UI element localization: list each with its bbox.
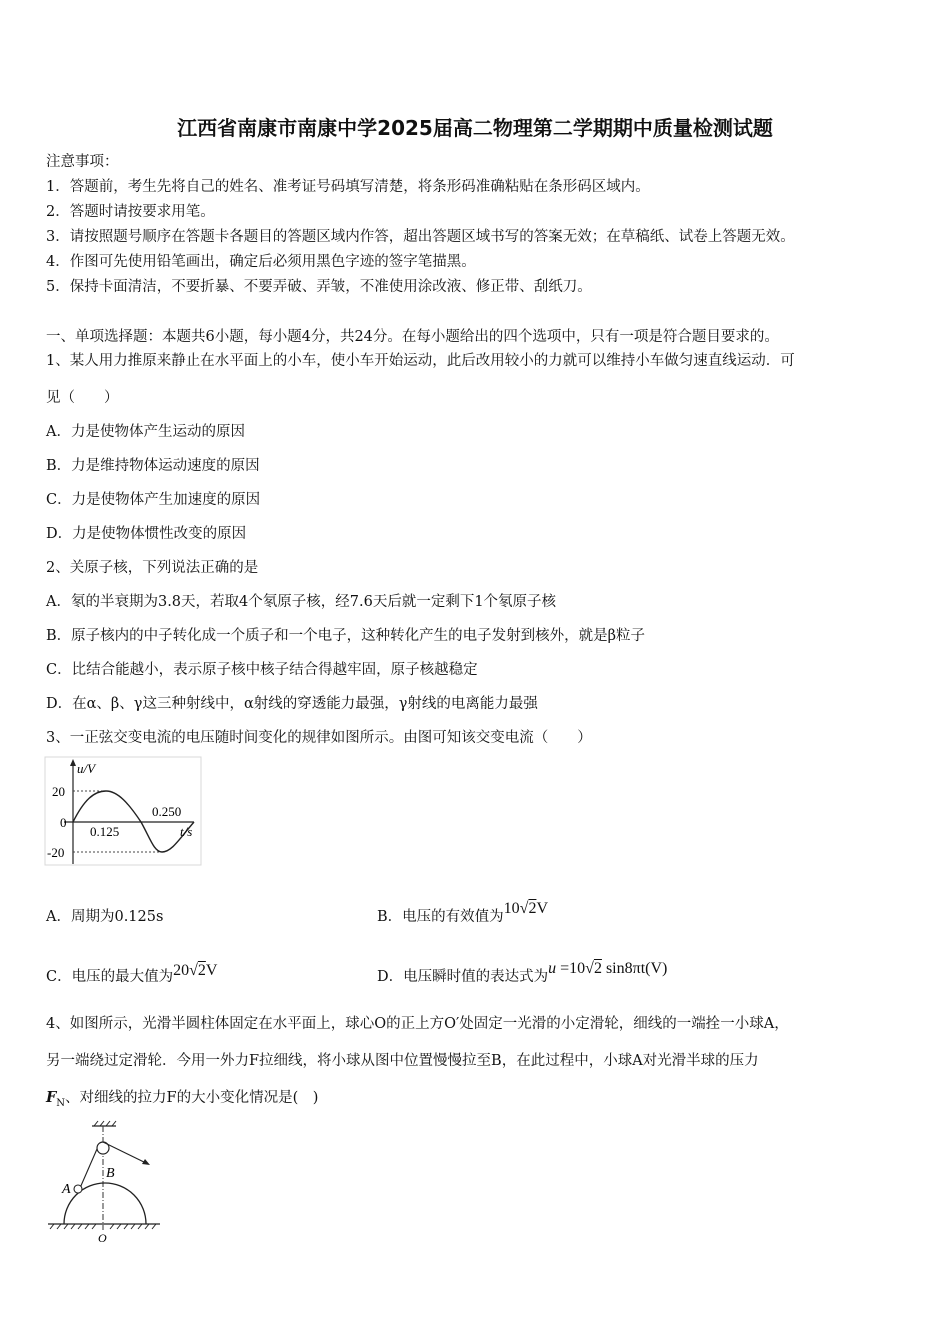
x-tick-0125: 0.125 — [90, 824, 120, 839]
math-eq: =10 — [560, 960, 586, 977]
math-lhs: u — [548, 960, 557, 977]
notice-item-4: 4．作图可先使用铅笔画出，确定后必须用黑色字迹的签字笔描黑。 — [46, 254, 476, 270]
section-heading: 一、单项选择题：本题共6小题，每小题4分，共24分。在每小题给出的四个选项中，只有一项是符合题目要求的。 — [46, 329, 779, 345]
q3-option-b — [377, 900, 548, 927]
q3-option-d — [377, 960, 668, 987]
q4-stem-line3 — [46, 1088, 318, 1114]
y-tick-neg20: -20 — [47, 845, 65, 860]
math-radicand: 2 — [197, 962, 206, 979]
notice-heading: 注意事项： — [46, 154, 119, 170]
math-num: 10 — [503, 900, 520, 917]
q3-option-c-text: C．电压的最大值为 — [46, 969, 174, 985]
page-title: 江西省南康市南康中学2025届高二物理第二学期期中质量检测试题 — [177, 116, 773, 140]
q1-option-b: B．力是维持物体运动速度的原因 — [46, 458, 260, 474]
voltage-time-graph — [44, 756, 204, 868]
q3-option-a: A．周期为0.125s — [46, 909, 164, 925]
q1-stem-line2: 见（ ） — [46, 390, 119, 406]
y-axis-label: u/V — [77, 761, 96, 776]
math-radicand: 2 — [528, 900, 537, 917]
q2-option-d: D．在α、β、γ这三种射线中，α射线的穿透能力最强，γ射线的电离能力最强 — [46, 696, 538, 712]
string-to-force — [103, 1142, 148, 1164]
q4-stem-line1: 4、如图所示，光滑半圆柱体固定在水平面上，球心O的正上方O′处固定一光滑的小定滑轮，细线的一端拴一小球A， — [46, 1016, 789, 1032]
y-tick-20: 20 — [52, 784, 65, 799]
q1-option-d: D．力是使物体惯性改变的原因 — [46, 526, 247, 542]
q1-stem-line1: 1、某人用力推原来静止在水平面上的小车，使小车开始运动，此后改用较小的力就可以维持小车做匀速直线运动．可 — [46, 353, 795, 369]
force-symbol: F — [46, 1089, 57, 1106]
q3-option-b-math: 10√2V — [503, 900, 548, 917]
ceiling-hatch — [94, 1121, 116, 1126]
label-o: O — [98, 1231, 107, 1245]
ball-a — [74, 1185, 82, 1193]
math-unit: V — [205, 962, 218, 979]
notice-item-1: 1．答题前，考生先将自己的姓名、准考证号码填写清楚，将条形码准确粘贴在条形码区域内。 — [46, 179, 650, 195]
q2-option-a: A．氡的半衰期为3.8天，若取4个氡原子核，经7.6天后就一定剩下1个氡原子核 — [46, 594, 557, 610]
math-rest: sin8πt(V) — [605, 960, 668, 977]
q2-stem: 2、关原子核，下列说法正确的是 — [46, 560, 259, 576]
q2-option-b: B．原子核内的中子转化成一个质子和一个电子，这种转化产生的电子发射到核外，就是β粒子 — [46, 628, 646, 644]
notice-item-3: 3．请按照题号顺序在答题卡各题目的答题区域内作答，超出答题区域书写的答案无效；在草稿纸、试卷上答题无效。 — [46, 229, 795, 245]
math-num: 20 — [173, 962, 190, 979]
q1-option-c: C．力是使物体产生加速度的原因 — [46, 492, 261, 508]
math-radicand: 2 — [593, 960, 602, 977]
q2-option-c: C．比结合能越小，表示原子核中核子结合得越牢固，原子核越稳定 — [46, 662, 478, 678]
q3-option-d-math: u =10√2 sin8πt(V) — [548, 960, 668, 977]
math-unit: V — [536, 900, 548, 917]
q4-stem-line3-text: 、对细线的拉力F的大小变化情况是( ) — [65, 1090, 319, 1106]
hemisphere-pulley-figure — [44, 1118, 166, 1246]
string-to-ball — [80, 1149, 97, 1188]
q3-option-c-math: 20√2V — [173, 962, 218, 979]
q1-option-a: A．力是使物体产生运动的原因 — [46, 424, 245, 440]
q4-stem-line2: 另一端绕过定滑轮．今用一外力F拉细线，将小球从图中位置慢慢拉至B，在此过程中，小球A对光滑半球的压力 — [46, 1053, 759, 1069]
y-axis-arrow — [70, 759, 76, 766]
force-subscript: N — [56, 1097, 66, 1109]
x-tick-0250: 0.250 — [152, 804, 182, 819]
notice-item-5: 5．保持卡面清洁，不要折暴、不要弄破、弄皱，不准使用涂改液、修正带、刮纸刀。 — [46, 279, 592, 295]
y-tick-0: 0 — [60, 815, 67, 830]
q3-stem: 3、一正弦交变电流的电压随时间变化的规律如图所示。由图可知该交变电流（ ） — [46, 730, 592, 746]
x-axis-label: t/s — [180, 824, 193, 839]
q3-option-b-text: B．电压的有效值为 — [377, 909, 504, 925]
label-a: A — [62, 1182, 71, 1197]
q3-option-c — [46, 962, 218, 987]
notice-item-2: 2．答题时请按要求用笔。 — [46, 204, 215, 220]
label-b: B — [106, 1166, 115, 1181]
q3-option-d-text: D．电压瞬时值的表达式为 — [377, 969, 549, 985]
